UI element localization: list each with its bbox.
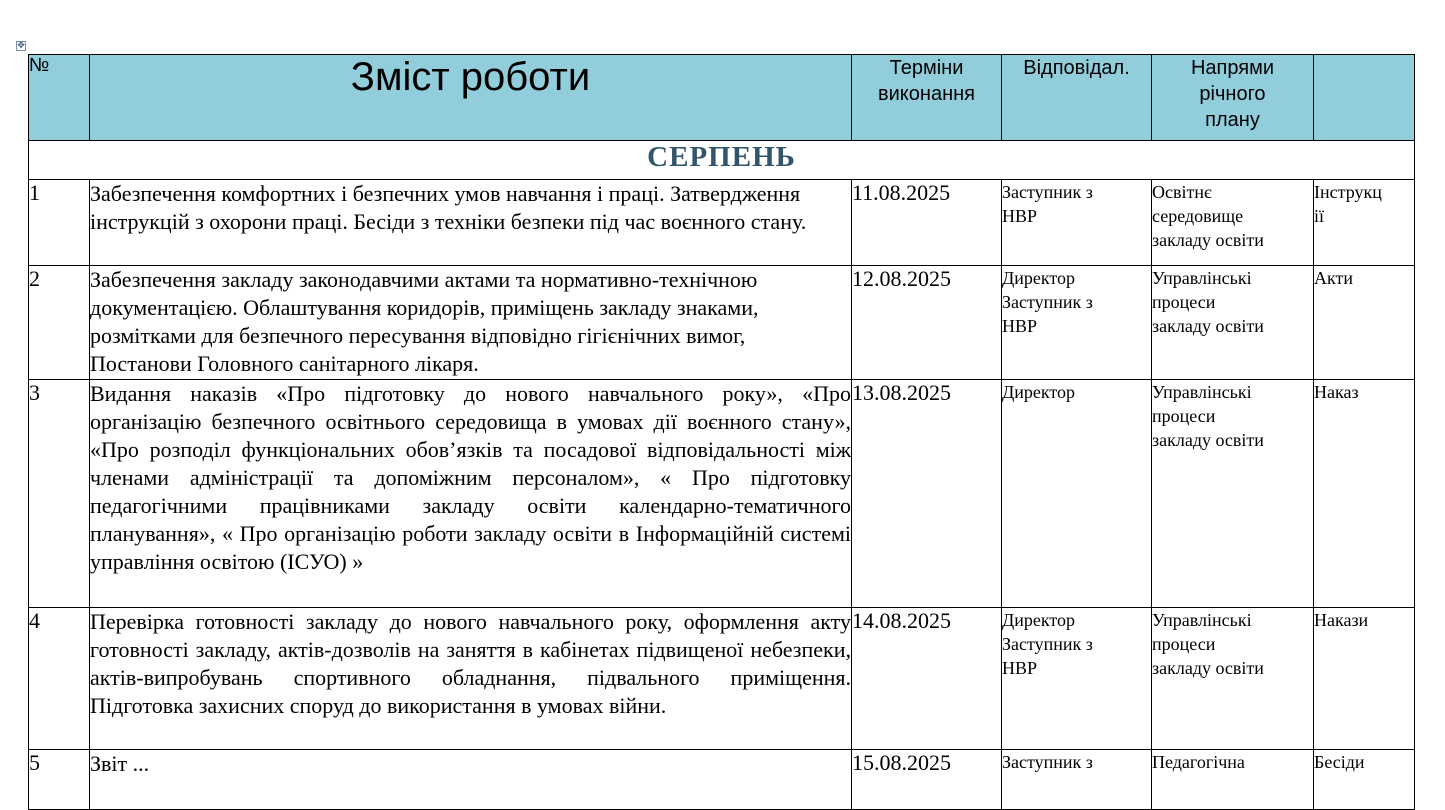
row-direction xyxy=(1152,266,1314,380)
row-content: Звіт ... xyxy=(90,750,852,810)
result-line: Акти xyxy=(1314,268,1354,288)
responsible-line: Директор xyxy=(1002,268,1076,288)
work-plan-table xyxy=(28,54,1415,810)
row-direction xyxy=(1152,380,1314,608)
header-number: № xyxy=(29,55,90,141)
result-line: Інструкц xyxy=(1314,182,1382,202)
table-move-handle-icon[interactable]: ✥ xyxy=(17,40,25,51)
row-number: 3 xyxy=(29,380,90,608)
row-number: 4 xyxy=(29,608,90,750)
row-result xyxy=(1314,608,1415,750)
direction-line: закладу освіти xyxy=(1152,230,1264,250)
result-line: Накази xyxy=(1314,610,1369,630)
month-row xyxy=(29,141,1415,180)
responsible-line: Директор xyxy=(1002,610,1076,630)
row-content: Видання наказів «Про підготовку до нового навчального року», «Про організацію безпечного освітнього середовища в умовах дії воєнного стану», «Про розподіл функціональних обов’язків та посадової відповідальності між членами адміністрації та допоміжним персоналом», « Про підготовку педагогічними працівниками закладу освіти календарно-тематичного планування», « Про організацію роботи закладу освіти в Інформаційній системі управління освітою (ІСУО) » xyxy=(90,380,852,608)
row-content: Забезпечення комфортних і безпечних умов навчання і праці. Затвердження інструкцій з охорони праці. Бесіди з техніки безпеки під час воєнного стану. xyxy=(90,180,852,266)
direction-line: процеси xyxy=(1152,406,1216,426)
row-result xyxy=(1314,180,1415,266)
row-result xyxy=(1314,380,1415,608)
direction-line: закладу освіти xyxy=(1152,658,1264,678)
header-dates: Терміни виконання xyxy=(852,55,1002,141)
direction-line: Педагогічна xyxy=(1152,752,1245,772)
responsible-line: Заступник з xyxy=(1002,752,1093,772)
direction-line: закладу освіти xyxy=(1152,430,1264,450)
row-date: 12.08.2025 xyxy=(852,266,1002,380)
row-direction xyxy=(1152,180,1314,266)
direction-line: Освітнє xyxy=(1152,182,1212,202)
row-date: 14.08.2025 xyxy=(852,608,1002,750)
row-content: Перевірка готовності закладу до нового навчального року, оформлення акту готовності закладу, актів-дозволів на заняття в кабінетах підвищеної небезпеки, актів-випробувань спортивного обладнання, підвального приміщення. Підготовка захисних споруд до використання в умовах війни. xyxy=(90,608,852,750)
responsible-line: НВР xyxy=(1002,316,1038,336)
result-line: Бесіди xyxy=(1314,752,1365,772)
responsible-line: Заступник з xyxy=(1002,634,1093,654)
responsible-line: Директор xyxy=(1002,382,1076,402)
row-number: 1 xyxy=(29,180,90,266)
row-responsible xyxy=(1002,608,1152,750)
responsible-line: Заступник з xyxy=(1002,182,1093,202)
table-row xyxy=(29,380,1415,608)
row-date: 13.08.2025 xyxy=(852,380,1002,608)
row-content: Забезпечення закладу законодавчими актами та нормативно-технічною документацією. Облаштування коридорів, приміщень закладу знаками, розмітками для безпечного пересування відповідно гігієнічних вимог, Постанови Головного санітарного лікаря. xyxy=(90,266,852,380)
header-row xyxy=(29,55,1415,141)
table-row xyxy=(29,608,1415,750)
responsible-line: НВР xyxy=(1002,206,1038,226)
header-result xyxy=(1314,55,1415,141)
row-number: 2 xyxy=(29,266,90,380)
row-result xyxy=(1314,266,1415,380)
header-responsible: Відповідал. xyxy=(1002,55,1152,141)
direction-line: процеси xyxy=(1152,634,1216,654)
header-directions-line: річного xyxy=(1199,83,1266,105)
direction-line: закладу освіти xyxy=(1152,316,1264,336)
table-row xyxy=(29,266,1415,380)
table-row xyxy=(29,180,1415,266)
result-line: Наказ xyxy=(1314,382,1359,402)
header-content: Зміст роботи xyxy=(90,55,852,141)
row-responsible xyxy=(1002,266,1152,380)
header-directions xyxy=(1152,55,1314,141)
header-directions-line: плану xyxy=(1205,109,1260,131)
month-title: СЕРПЕНЬ xyxy=(29,141,1415,180)
row-responsible xyxy=(1002,180,1152,266)
row-date: 15.08.2025 xyxy=(852,750,1002,810)
direction-line: Управлінські xyxy=(1152,268,1252,288)
direction-line: Управлінські xyxy=(1152,610,1252,630)
result-line: ії xyxy=(1314,206,1325,226)
responsible-line: Заступник з xyxy=(1002,292,1093,312)
row-responsible xyxy=(1002,380,1152,608)
row-number: 5 xyxy=(29,750,90,810)
responsible-line: НВР xyxy=(1002,658,1038,678)
header-directions-line: Напрями xyxy=(1190,57,1275,79)
row-direction xyxy=(1152,608,1314,750)
direction-line: Управлінські xyxy=(1152,382,1252,402)
row-date: 11.08.2025 xyxy=(852,180,1002,266)
direction-line: середовище xyxy=(1152,206,1244,226)
direction-line: процеси xyxy=(1152,292,1216,312)
